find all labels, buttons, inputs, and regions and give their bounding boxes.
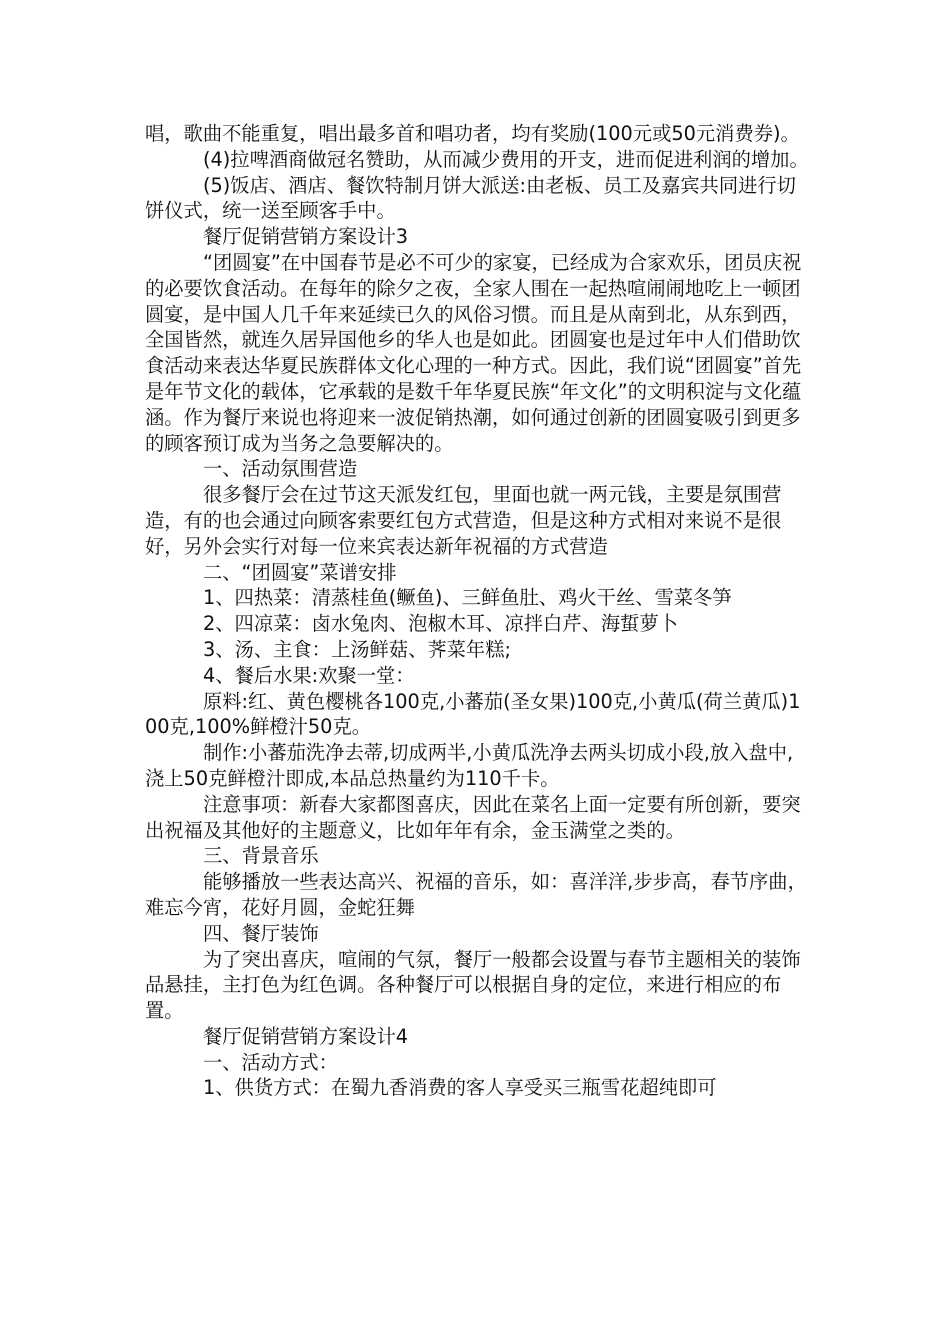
heading-activity-method: 一、活动方式：: [203, 1050, 338, 1074]
paragraph-ingredients: 原料:红、黄色樱桃各100克,小蕃茄(圣女果)100克,小黄瓜(荷兰黄瓜)100克,100%鲜橙汁50克。: [145, 689, 801, 739]
menu-item-hot-dishes: 1、四热菜：清蒸桂鱼(鳜鱼)、三鲜鱼肚、鸡火干丝、雪菜冬笋: [203, 586, 732, 610]
paragraph-notes: 注意事项：新春大家都图喜庆，因此在菜名上面一定要有所创新，要突出祝福及其他好的主题意义，比如年年有余，金玉满堂之类的。: [145, 792, 801, 842]
heading-decoration: 四、餐厅装饰: [203, 921, 319, 945]
paragraph-prize-rule: 唱，歌曲不能重复，唱出最多首和唱功者，均有奖励(100元或50元消费券)。: [145, 122, 800, 145]
paragraph-reunion-banquet-intro: “团圆宴”在中国春节是必不可少的家宴，已经成为合家欢乐，团员庆祝的必要饮食活动。在每年的除夕之夜，全家人围在一起热喧闹闹地吃上一顿团圆宴，是中国人几千年来延续已久的风俗习惯。而且是从南到北，从东到西，全国皆然，就连久居异国他乡的华人也是如此。团圆宴也是过年中人们借助饮食活动来表达华夏民族群体文化心理的一种方式。因此，我们说“团圆宴”首先是年节文化的载体，它承载的是数千年华夏民族“年文化”的文明积淀与文化蕴涵。作为餐厅来说也将迎来一波促销热潮，如何通过创新的团圆宴吸引到更多的顾客预订成为当务之急要解决的。: [145, 250, 802, 455]
heading-background-music: 三、背景音乐: [203, 844, 319, 868]
menu-item-cold-dishes: 2、四凉菜：卤水兔肉、泡椒木耳、凉拌白芹、海蜇萝卜: [203, 612, 679, 636]
paragraph-supply-method: 1、供货方式：在蜀九香消费的客人享受买三瓶雪花超纯即可: [203, 1076, 717, 1100]
section-heading-plan-3: 餐厅促销营销方案设计3: [203, 225, 409, 249]
section-heading-plan-4: 餐厅促销营销方案设计4: [203, 1024, 409, 1048]
paragraph-decoration: 为了突出喜庆，喧闹的气氛，餐厅一般都会设置与春节主题相关的装饰品悬挂，主打色为红色调。各种餐厅可以根据自身的定位，来进行相应的布置。: [145, 947, 801, 1023]
menu-item-soup-staple: 3、汤、主食：上汤鲜菇、荠菜年糕;: [203, 637, 511, 661]
heading-atmosphere: 一、活动氛围营造: [203, 457, 358, 481]
document-body: [145, 121, 809, 1101]
paragraph-mooncake-giveaway: (5)饭店、酒店、餐饮特制月饼大派送:由老板、员工及嘉宾共同进行切饼仪式，统一送至顾客手中。: [145, 173, 796, 223]
heading-menu: 二、“团圆宴”菜谱安排: [203, 560, 397, 584]
paragraph-preparation: 制作:小蕃茄洗净去蒂,切成两半,小黄瓜洗净去两头切成小段,放入盘中,浇上50克鲜橙汁即成,本品总热量约为110千卡。: [145, 741, 794, 790]
menu-item-fruit: 4、餐后水果:欢聚一堂：: [203, 663, 415, 687]
paragraph-beer-sponsor: (4)拉啤酒商做冠名赞助，从而减少费用的开支，进而促进利润的增加。: [203, 147, 809, 171]
paragraph-red-envelope: 很多餐厅会在过节这天派发红包，里面也就一两元钱，主要是氛围营造，有的也会通过向顾客索要红包方式营造，但是这种方式相对来说不是很好，另外会实行对每一位来宾表达新年祝福的方式营造: [145, 483, 782, 558]
paragraph-music-list: 能够播放一些表达高兴、祝福的音乐，如：喜洋洋,步步高，春节序曲，难忘今宵，花好月圆，金蛇狂舞: [145, 870, 807, 919]
